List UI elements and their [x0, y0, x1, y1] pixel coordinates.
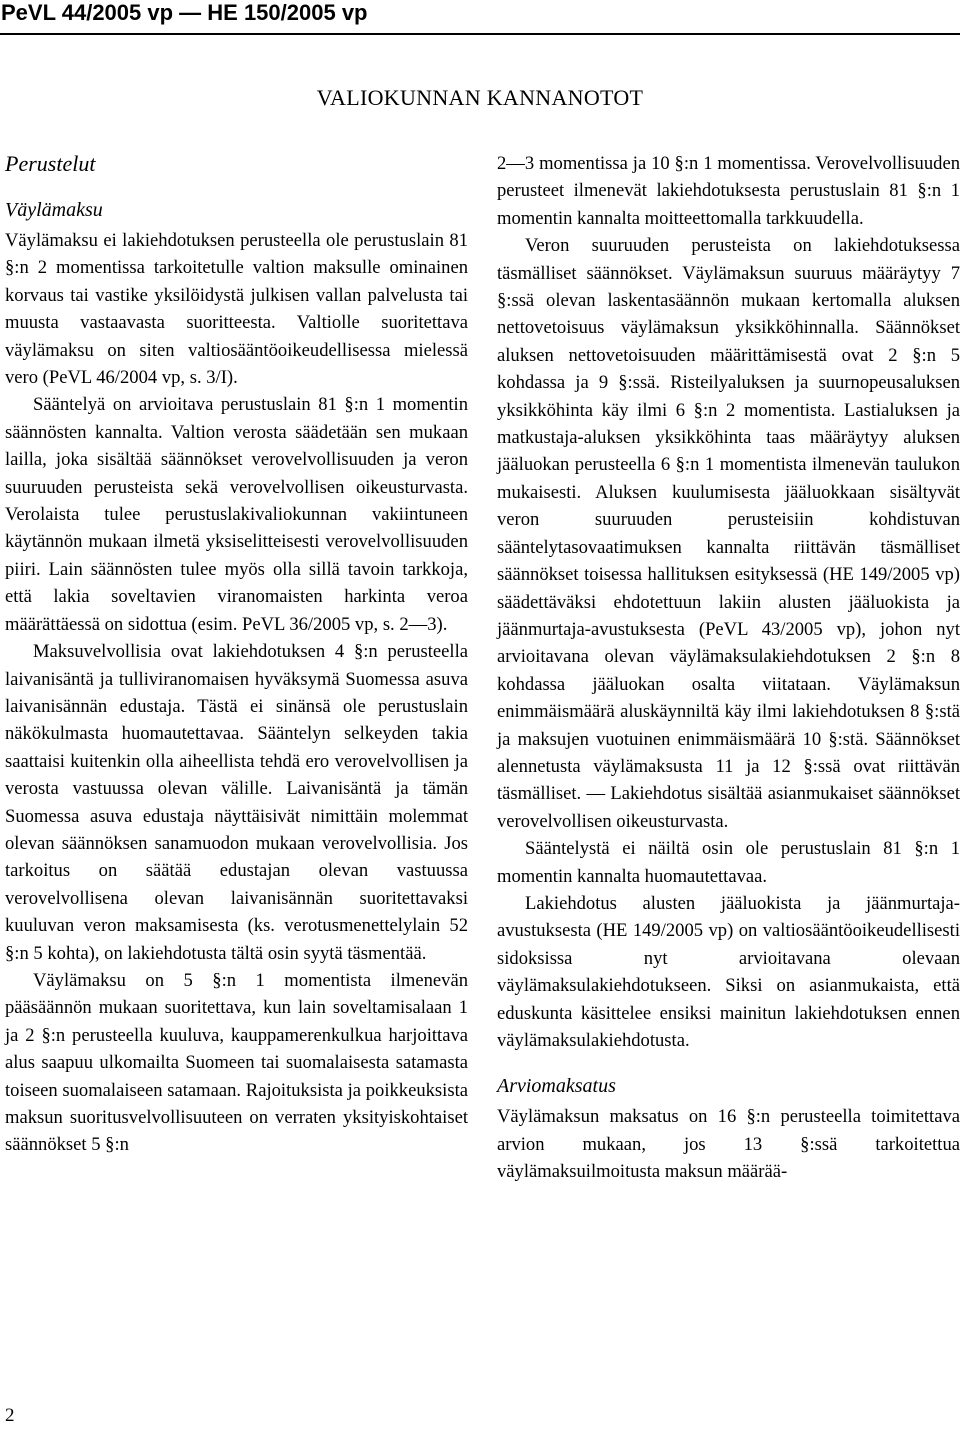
paragraph: Väylämaksun maksatus on 16 §:n perusteella toimitettava arvion mukaan, jos 13 §:ssä tarkoitettua väylämaksuilmoitusta maksun määrää-	[497, 1106, 960, 1183]
paragraph: Väylämaksu ei lakiehdotuksen perusteella ole perustuslain 81 §:n 2 momentissa tarkoitetulle valtion maksulle ominainen korvaus tai vastike yksilöidystä julkisen vallan palvelusta tai muusta vastaavasta suoritteesta. Valtiolle suoritettava väylämaksu on siten valtiosääntöoikeudellisessa mielessä vero (PeVL 46/2004 vp, s. 3/I).	[5, 230, 468, 389]
paragraph: Väylämaksu on 5 §:n 1 momentista ilmenevän pääsäännön mukaan suoritettava, kun lain soveltamisalaan 1 ja 2 §:n perusteella kuuluva, kauppamerenkulkua harjoittava alus saapuu ulkomailta Suomeen tai suomalaisesta satamasta toiseen suomalaiseen satamaan. Rajoituksista ja poikkeuksista maksun suoritusvelvollisuuteen on verraten yksityiskohtaiset säännökset 5 §:n	[5, 969, 468, 1156]
paragraph: Sääntelystä ei näiltä osin ole perustuslain 81 §:n 1 momentin kannalta huomautettavaa.	[497, 838, 960, 887]
right-column	[497, 150, 960, 1186]
left-column	[5, 150, 468, 1159]
paragraph: Veron suuruuden perusteista on lakiehdotuksessa täsmälliset säännökset. Väylämaksun suuruus määräytyy 7 §:ssä olevan laskentasäännön mukaan kertomalla aluksen nettovetoisuus väylämaksun yksikköhinnalla. Säännökset aluksen nettovetoisuuden määrittämisestä ovat 2 §:n 5 kohdassa ja 9 §:ssä. Risteilyaluksen ja suurnopeusaluksen yksikköhinta käy ilmi 6 §:n 2 momentista. Lastialuksen ja matkustaja-aluksen yksikköhinta taas määräytyy aluksen jääluokan perusteella 6 §:n 1 momentista ilmenevän taulukon mukaisesti. Aluksen kuulumisesta jääluokkaan sisältyvät veron suuruuden perusteisiin kohdistuvan sääntelytasovaatimuksen kannalta riittävän täsmälliset säännökset toisessa hallituksen esityksessä (HE 149/2005 vp) säädettäväksi ehdotettuun lakiin alusten jääluokista ja jäänmurtaja-avustuksesta (PeVL 43/2005 vp), johon nyt arvioitavana olevan väylämaksulakiehdotuksen 2 §:n 8 kohdassa jääluokan osalta viitataan. Väylämaksun enimmäismäärä aluskäynniltä käy ilmi lakiehdotuksen 8 §:stä ja maksujen vuotuinen enimmäismäärä 10 §:stä. Säännökset alennetusta väylämaksusta 11 ja 12 §:ssä ovat riittävän täsmälliset. — Lakiehdotus sisältää asianmukaiset säännökset verovelvollisen oikeusturvasta.	[497, 235, 960, 832]
section-heading: Perustelut	[5, 151, 96, 176]
running-head	[0, 0, 960, 26]
paragraph: Maksuvelvollisia ovat lakiehdotuksen 4 §:n perusteella laivanisäntä ja tulliviranomaisen hyväksymä Suomessa asuva laivanisännän edustaja. Tästä ei sinänsä ole perustuslain näkökulmasta huomautettavaa. Sääntelyn selkeyden takia saattaisi kuitenkin olla aiheellista tehdä ero verovelvollisen ja verosta vastuussa olevan välille. Laivanisäntä ja tämän Suomessa asuva edustaja näyttäisivät nimittäin molemmat olevan säännöksen sanamuodon mukaan verovelvollisia. Jos tarkoitus on säätää edustajan olevan vastuussa verovelvollisena olevan laivanisännän suoritettavaksi kuuluvan veron maksamisesta (ks. verotusmenettelylain 52 §:n 5 kohta), on lakiehdotusta tältä osin syytä täsmentää.	[5, 641, 468, 964]
paragraph: Sääntelyä on arvioitava perustuslain 81 §:n 1 momentin säännösten kannalta. Valtion verosta säädetään sen mukaan lailla, joka sisältää säännökset verovelvollisuuden ja veron suuruuden perusteista sekä verovelvollisen oikeusturvasta. Verolaista tulee perustuslakivaliokunnan vakiintuneen käytännön mukaan ilmetä yksiselitteisesti verovelvollisuuden piiri. Lain säännösten tulee myös olla sillä tavoin tarkkoja, että lakia soveltavien viranomaisten harkinta veroa määrättäessä on sidottua (esim. PeVL 36/2005 vp, s. 2—3).	[5, 394, 468, 635]
running-head-text: PeVL 44/2005 vp — HE 150/2005 vp	[1, 0, 368, 25]
subsection-heading: Arviomaksatus	[497, 1075, 616, 1098]
paragraph: Lakiehdotus alusten jääluokista ja jäänmurtaja-avustuksesta (HE 149/2005 vp) on valtiosääntöoikeudellisesti sidoksissa nyt arvioitavana olevaan väylämaksulakiehdotukseen. Siksi on asianmukaista, että eduskunta käsittelee ensiksi mainitun lakiehdotuksen ennen väylämaksulakiehdotusta.	[497, 892, 960, 1051]
header-rule	[0, 33, 960, 35]
section-title: VALIOKUNNAN KANNANOTOT	[316, 85, 644, 110]
page-number: 2	[5, 1405, 15, 1426]
subsection-heading: Väylämaksu	[5, 199, 103, 221]
paragraph: 2—3 momentissa ja 10 §:n 1 momentissa. Verovelvollisuuden perusteet ilmenevät lakiehdotuksesta perustuslain 81 §:n 1 momentin kannalta moitteettomalla tarkkuudella.	[497, 153, 960, 229]
